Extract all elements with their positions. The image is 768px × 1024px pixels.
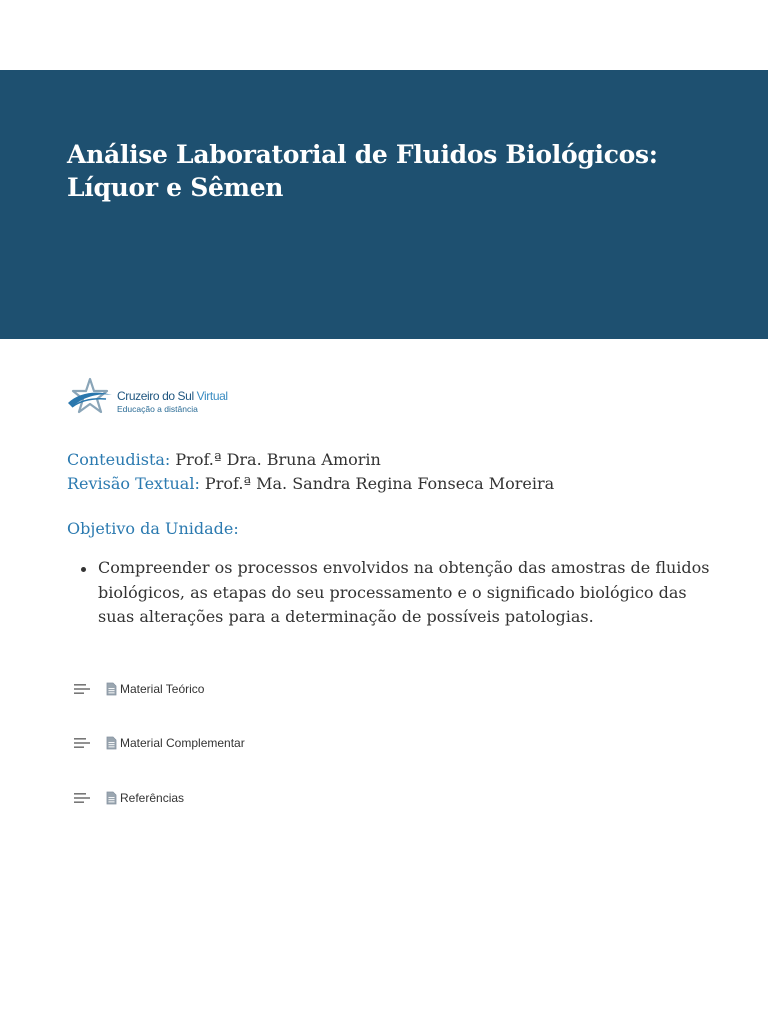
author-label: Conteudista: — [67, 450, 171, 469]
author-line — [67, 448, 554, 472]
objective-heading: Objetivo da Unidade: — [67, 519, 239, 538]
logo-tagline: Educação a distância — [117, 404, 198, 414]
header-banner — [0, 70, 768, 339]
review-label: Revisão Textual: — [67, 474, 200, 493]
toc-item-material-teorico[interactable] — [72, 679, 372, 699]
toc-label: Referências — [120, 791, 185, 805]
toc-label: Material Complementar — [120, 736, 245, 750]
page-title-line-2: Líquor e Sêmen — [67, 173, 284, 202]
logo-brand-name — [117, 389, 228, 403]
text-lines-icon — [72, 682, 90, 696]
toc-item-referencias[interactable] — [72, 788, 372, 808]
document-icon — [106, 736, 117, 750]
document-icon — [106, 682, 117, 696]
review-value: Prof.ª Ma. Sandra Regina Fonseca Moreira — [199, 474, 555, 493]
star-swoosh-logo-icon — [66, 376, 116, 420]
page-title — [67, 138, 707, 204]
text-lines-icon — [72, 736, 90, 750]
text-lines-icon — [72, 791, 90, 805]
objective-item: Compreender os processos envolvidos na obtenção das amostras de fluidos biológicos, as etapas do seu processamento e o significado biológico das suas alterações para a determinação de possíveis patologias. — [78, 556, 718, 630]
credits-block — [67, 448, 554, 496]
logo-brand-light: Virtual — [193, 389, 228, 403]
document-icon — [106, 791, 117, 805]
objective-list — [78, 556, 718, 630]
review-line — [67, 472, 554, 496]
toc-item-material-complementar[interactable] — [72, 733, 372, 753]
author-value: Prof.ª Dra. Bruna Amorin — [170, 450, 381, 469]
logo-brand-bold: Cruzeiro do Sul — [117, 389, 194, 403]
cruzeiro-do-sul-logo — [66, 376, 246, 420]
page-title-line-1: Análise Laboratorial de Fluidos Biológicos: — [67, 140, 658, 169]
toc-label: Material Teórico — [120, 682, 205, 696]
